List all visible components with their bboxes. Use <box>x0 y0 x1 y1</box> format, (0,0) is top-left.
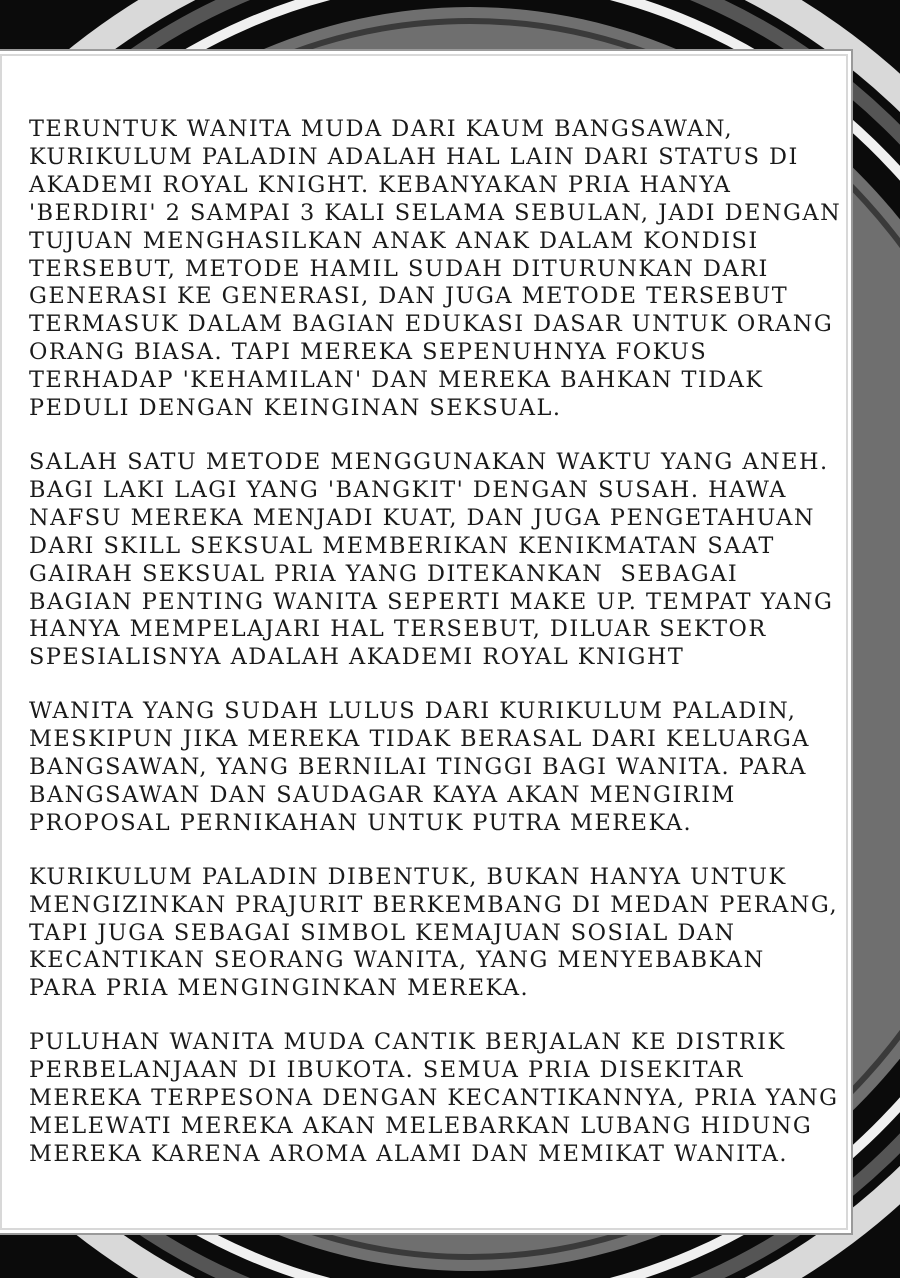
text-line: SPESIALISNYA ADALAH AKADEMI ROYAL KNIGHT <box>29 644 685 671</box>
text-line: BANGSAWAN DAN SAUDAGAR KAYA AKAN MENGIRIM <box>29 781 736 808</box>
text-line: 'BERDIRI' 2 SAMPAI 3 KALI SELAMA SEBULAN, JADI DENGAN <box>29 199 842 226</box>
text-line: ORANG BIASA. TAPI MEREKA SEPENUHNYA FOKUS <box>29 339 708 366</box>
text-line: TERSEBUT, METODE HAMIL SUDAH DITURUNKAN DARI <box>29 255 769 282</box>
paragraph-5 <box>29 1029 841 1169</box>
text-line: TERMASUK DALAM BAGIAN EDUKASI DASAR UNTUK ORANG <box>29 311 834 338</box>
text-line: TERHADAP 'KEHAMILAN' DAN MEREKA BAHKAN TIDAK <box>29 367 764 394</box>
text-line: PERBELANJAAN DI IBUKOTA. SEMUA PRIA DISEKITAR <box>29 1057 744 1084</box>
paragraph-1 <box>29 116 841 423</box>
text-line: BAGIAN PENTING WANITA SEPERTI MAKE UP. TEMPAT YANG <box>29 588 834 615</box>
paragraph-4 <box>29 864 841 1004</box>
text-line: AKADEMI ROYAL KNIGHT. KEBANYAKAN PRIA HANYA <box>29 171 732 198</box>
text-line: BAGI LAKI LAGI YANG 'BANGKIT' DENGAN SUSAH. HAWA <box>29 476 787 503</box>
paragraph-3 <box>29 698 841 838</box>
paragraph-2 <box>29 449 841 672</box>
text-line: WANITA YANG SUDAH LULUS DARI KURIKULUM PALADIN, <box>29 698 797 725</box>
text-line: TERUNTUK WANITA MUDA DARI KAUM BANGSAWAN, <box>29 116 734 142</box>
text-line: TUJUAN MENGHASILKAN ANAK ANAK DALAM KONDISI <box>29 227 759 254</box>
text-line: MESKIPUN JIKA MEREKA TIDAK BERASAL DARI KELUARGA <box>29 726 810 753</box>
text-line: PROPOSAL PERNIKAHAN UNTUK PUTRA MEREKA. <box>29 809 693 836</box>
text-line: BANGSAWAN, YANG BERNILAI TINGGI BAGI WANITA. PARA <box>29 754 807 781</box>
text-line: MENGIZINKAN PRAJURIT BERKEMBANG DI MEDAN PERANG, <box>29 891 839 918</box>
text-line: KURIKULUM PALADIN DIBENTUK, BUKAN HANYA UNTUK <box>29 863 787 890</box>
text-line: NAFSU MEREKA MENJADI KUAT, DAN JUGA PENGETAHUAN <box>29 504 815 531</box>
text-line: DARI SKILL SEKSUAL MEMBERIKAN KENIKMATAN SAAT <box>29 532 775 559</box>
text-line: PEDULI DENGAN KEINGINAN SEKSUAL. <box>29 395 562 422</box>
text-line: KURIKULUM PALADIN ADALAH HAL LAIN DARI STATUS DI <box>29 143 799 170</box>
text-line: MEREKA TERPESONA DENGAN KECANTIKANNYA, PRIA YANG <box>29 1085 839 1112</box>
text-line: HANYA MEMPELAJARI HAL TERSEBUT, DILUAR SEKTOR <box>29 616 767 643</box>
text-line: MEREKA KARENA AROMA ALAMI DAN MEMIKAT WANITA. <box>29 1140 789 1167</box>
text-line: SALAH SATU METODE MENGGUNAKAN WAKTU YANG ANEH. <box>29 448 829 475</box>
text-line: TAPI JUGA SEBAGAI SIMBOL KEMAJUAN SOSIAL DAN <box>29 919 736 946</box>
text-line: PARA PRIA MENGINGINKAN MEREKA. <box>29 975 530 1002</box>
text-panel <box>0 54 848 1230</box>
text-line: GAIRAH SEKSUAL PRIA YANG DITEKANKAN SEBAGAI <box>29 560 739 587</box>
text-line: KECANTIKAN SEORANG WANITA, YANG MENYEBABKAN <box>29 947 765 974</box>
text-line: GENERASI KE GENERASI, DAN JUGA METODE TERSEBUT <box>29 283 789 310</box>
body-text <box>29 116 841 1195</box>
text-line: PULUHAN WANITA MUDA CANTIK BERJALAN KE DISTRIK <box>29 1029 786 1056</box>
text-line: MELEWATI MEREKA AKAN MELEBARKAN LUBANG HIDUNG <box>29 1113 813 1139</box>
